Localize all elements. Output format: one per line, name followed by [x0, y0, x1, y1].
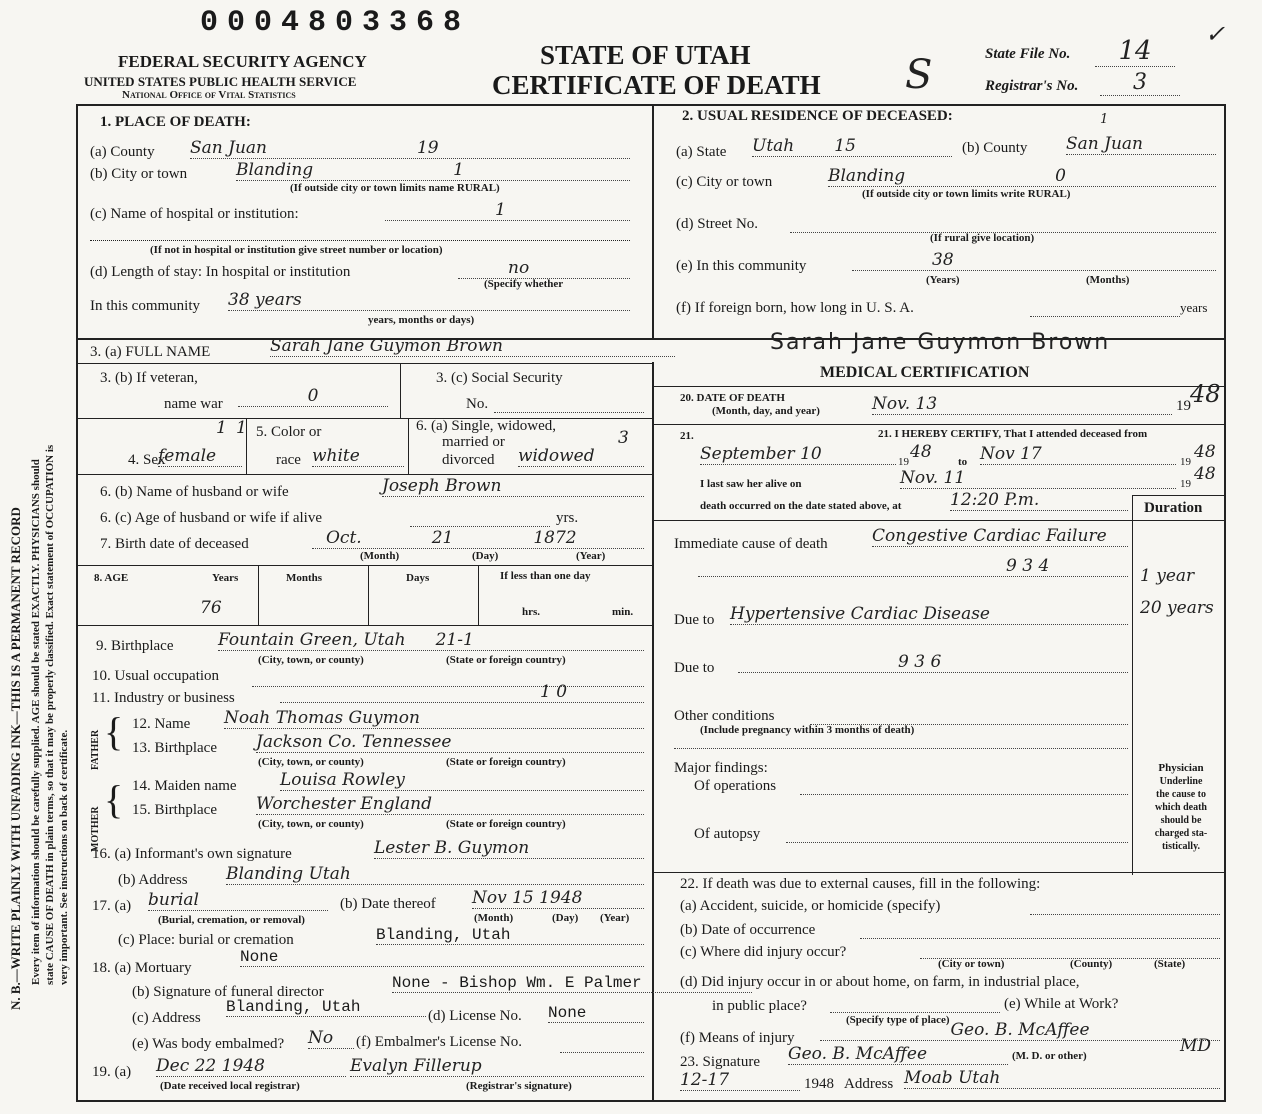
name-label: 3. (a) FULL NAME: [90, 344, 211, 360]
accident-field[interactable]: [1030, 902, 1220, 915]
mother-name-label: 14. Maiden name: [132, 778, 237, 794]
pod-stay-label: (d) Length of stay: In hospital or institution: [90, 264, 351, 280]
disposal-date-field[interactable]: Nov 15 1948: [472, 888, 644, 909]
md-hw: MD: [1180, 1036, 1212, 1056]
res-foreign-unit: years: [1180, 300, 1208, 315]
frame-bottom: [76, 1100, 1226, 1102]
res-state-code: 15: [834, 136, 856, 156]
frame-top: [76, 104, 1226, 106]
res-county-field[interactable]: [1066, 134, 1216, 155]
frame-sex-row: [76, 474, 652, 475]
spouse-label: 6. (b) Name of husband or wife: [100, 484, 289, 500]
signature-field[interactable]: Geo. B. McAffee: [788, 1044, 1008, 1065]
father-birth-field[interactable]: Jackson Co. Tennessee: [256, 732, 644, 753]
pod-county-code: 19: [416, 138, 439, 158]
operations-label: Of operations: [694, 778, 777, 794]
frame-age-top: [76, 565, 652, 566]
duration-head: Duration: [1144, 500, 1203, 516]
check-mark: ✓: [1205, 20, 1226, 48]
md-note: (M. D. or other): [1012, 1050, 1087, 1062]
dod-note: (Month, day, and year): [712, 405, 820, 417]
pod-county-field[interactable]: [190, 138, 630, 159]
frame-left: [76, 104, 78, 1102]
dir-address-field[interactable]: Blanding, Utah: [226, 998, 426, 1017]
birthplace-note-1: (City, town, or county): [258, 654, 364, 666]
pod-community-label: In this community: [90, 298, 200, 314]
mother-side-label: MOTHER: [90, 806, 101, 852]
work-label: (e) While at Work?: [1004, 996, 1119, 1012]
sex-code: 1: [216, 418, 227, 438]
state-file-value: 14: [1095, 36, 1175, 67]
age-hrs: hrs.: [522, 606, 541, 618]
sex-label: 4. Sex: [128, 452, 166, 468]
mother-name-field[interactable]: Louisa Rowley: [280, 770, 644, 791]
from-year: 48: [910, 442, 932, 462]
frame-sec4: [76, 418, 652, 419]
due-to-field-1[interactable]: Hypertensive Cardiac Disease: [730, 604, 1128, 625]
mother-brace: {: [104, 777, 124, 822]
father-side-label: FATHER: [90, 729, 101, 770]
pod-stay-note: (Specify whether: [484, 278, 564, 290]
father-birth-note-2: (State or foreign country): [446, 756, 566, 768]
accident-label: (a) Accident, suicide, or homicide (specify): [680, 898, 941, 914]
spouse-age-field[interactable]: [410, 512, 550, 527]
serial-number: 0004803368: [200, 6, 471, 40]
means-label: (f) Means of injury: [680, 1030, 795, 1046]
received-label: 19. (a): [92, 1064, 132, 1080]
birth-field[interactable]: [312, 528, 644, 549]
res-county-label: (b) County: [962, 140, 1028, 156]
dod-year-prefix: 19: [1176, 398, 1191, 414]
where-note-3: (State): [1154, 958, 1186, 970]
pod-hospital-field[interactable]: [385, 200, 630, 221]
day-note: (Day): [472, 550, 499, 562]
name-printed: Sarah Jane Guymon Brown: [770, 330, 1111, 355]
address-label: Address: [844, 1076, 894, 1092]
due-to-label-1: Due to: [674, 612, 715, 628]
industry-code: 1 0: [540, 682, 568, 702]
pod-hospital-label: (c) Name of hospital or institution:: [90, 206, 299, 222]
industry-label: 11. Industry or business: [92, 690, 235, 706]
pod-county: San Juan: [190, 138, 267, 158]
pod-city-label: (b) City or town: [90, 166, 188, 182]
age-years: 76: [200, 598, 222, 618]
race-label: race: [276, 452, 301, 468]
pod-hospital-code: 1: [495, 200, 506, 220]
occupation-label: 10. Usual occupation: [92, 668, 220, 684]
res-state-label: (a) State: [676, 144, 727, 160]
birth-day: 21: [431, 528, 454, 548]
frame-right: [1224, 104, 1226, 1102]
pod-hospital-line2: [90, 240, 630, 241]
state-title: STATE OF UTAH: [540, 40, 751, 70]
frame-dod: [652, 424, 1224, 425]
frame-cert: [652, 520, 1224, 521]
last-saw-year-prefix: 19: [1180, 478, 1191, 490]
to-year: 48: [1194, 442, 1216, 462]
mortuary-field[interactable]: None: [240, 948, 644, 967]
mother-birth-note-1: (City, town, or county): [258, 818, 364, 830]
res-county: San Juan: [1066, 134, 1143, 154]
immediate-code: 9 3 4: [1006, 556, 1050, 576]
frame-external: [652, 872, 1224, 873]
birth-label: 7. Birth date of deceased: [100, 536, 249, 552]
pod-city: Blanding: [236, 160, 314, 180]
dod-year: 48: [1190, 380, 1221, 408]
registrar-note: (Registrar's signature): [466, 1080, 572, 1092]
agency-name: FEDERAL SECURITY AGENCY: [118, 52, 367, 71]
received-field[interactable]: Dec 22 1948: [156, 1056, 346, 1077]
industry-field[interactable]: [280, 682, 644, 703]
frame-vet-split: [400, 363, 401, 419]
father-birth-note-1: (City, town, or county): [258, 756, 364, 768]
age-days-head: Days: [406, 572, 430, 584]
major-label: Major findings:: [674, 760, 768, 776]
res-community: 38: [932, 250, 954, 270]
pod-city-field[interactable]: [236, 160, 630, 181]
to-year-prefix: 19: [1180, 456, 1191, 468]
disp-day-note: (Day): [552, 912, 579, 924]
marital-field[interactable]: widowed: [518, 446, 644, 467]
frame-duration-top: [1132, 495, 1224, 496]
due-to-field-2[interactable]: [738, 652, 1128, 673]
mother-birth-label: 15. Birthplace: [132, 802, 217, 818]
physician-note-1: Physician: [1158, 762, 1204, 774]
marital-label-3: divorced: [442, 452, 495, 468]
other-field-2: [674, 746, 1128, 749]
ss-label-2: No.: [466, 396, 489, 412]
spouse-age-label: 6. (c) Age of husband or wife if alive: [100, 510, 323, 526]
res-city-field[interactable]: [828, 166, 1216, 187]
burial-place-field[interactable]: Blanding, Utah: [376, 926, 644, 945]
res-years-note: (Years): [926, 274, 960, 286]
sig-date-field[interactable]: 12-17: [680, 1070, 800, 1091]
other-field[interactable]: [810, 712, 1128, 725]
certificate-title: CERTIFICATE OF DEATH: [492, 70, 821, 100]
received-note: (Date received local registrar): [160, 1080, 300, 1092]
spouse-field[interactable]: Joseph Brown: [382, 476, 644, 497]
office-name: National Office of Vital Statistics: [122, 89, 296, 101]
other-note: (Include pregnancy within 3 months of death): [700, 724, 915, 736]
age-years-head: Years: [212, 572, 239, 584]
age-label: 8. AGE: [94, 572, 129, 584]
marital-label-1: 6. (a) Single, widowed,: [416, 418, 556, 434]
frame-age-c1: [258, 565, 259, 625]
physician-address-field[interactable]: Moab Utah: [904, 1068, 1220, 1089]
informant-address-field[interactable]: Blanding Utah: [226, 864, 644, 885]
birth-year: 1872: [533, 528, 577, 548]
director-field[interactable]: None - Bishop Wm. E Palmer: [392, 974, 752, 993]
race-field[interactable]: white: [312, 446, 404, 467]
year-note: (Year): [576, 550, 606, 562]
month-note: (Month): [360, 550, 400, 562]
certify-label: 21. I HEREBY CERTIFY, That I attended deceased from: [878, 428, 1148, 440]
home-label: (d) Did injury occur in or about home, on farm, in industrial place,: [680, 974, 1080, 990]
public-field[interactable]: [830, 1002, 1000, 1013]
pod-county-label: (a) County: [90, 144, 155, 160]
medical-heading: MEDICAL CERTIFICATION: [820, 364, 1030, 381]
occurred-label: death occurred on the date stated above, at: [700, 500, 902, 512]
res-state: Utah: [752, 136, 795, 156]
father-name-field[interactable]: Noah Thomas Guymon: [224, 708, 644, 729]
res-community-field[interactable]: [852, 250, 1216, 271]
physician-note-7: tistically.: [1161, 841, 1201, 852]
due2-code: 9 3 6: [898, 652, 942, 672]
name-handwritten[interactable]: Sarah Jane Guymon Brown: [270, 336, 675, 357]
where-note-2: (County): [1070, 958, 1113, 970]
father-name-label: 12. Name: [132, 716, 191, 732]
margin-line-3: state CAUSE OF DEATH in plain terms, so that it may be properly classified. Exact statement of OCCUPATION is: [44, 444, 56, 985]
disp-year-note: (Year): [600, 912, 630, 924]
dir-address-label: (c) Address: [132, 1010, 201, 1026]
other-label: Other conditions: [674, 708, 775, 724]
sig-label: 23. Signature: [680, 1054, 760, 1070]
birthplace-field[interactable]: [218, 630, 644, 651]
res-community-label: (e) In this community: [676, 258, 807, 274]
veteran-label: 3. (b) If veteran,: [100, 370, 198, 386]
age-months-head: Months: [286, 572, 323, 584]
frame-age-bottom: [76, 625, 652, 626]
res-street-label: (d) Street No.: [676, 216, 759, 232]
registrar-value: 3: [1100, 70, 1180, 96]
frame-sec3: [76, 363, 652, 364]
disposal-field[interactable]: burial: [148, 890, 328, 911]
pod-city-code: 1: [453, 160, 464, 180]
registrar-label: Registrar's No.: [985, 78, 1079, 94]
sex-field[interactable]: female: [158, 446, 242, 467]
color-label: 5. Color or: [256, 424, 322, 440]
pod-community-field[interactable]: [228, 290, 630, 311]
dod-field[interactable]: Nov. 13: [872, 394, 1172, 415]
means-field[interactable]: Geo. B. McAffee: [820, 1020, 1220, 1041]
birthplace: Fountain Green, Utah: [218, 630, 406, 650]
due1-duration: 20 years: [1140, 598, 1214, 618]
disposal-date-label: (b) Date thereof: [340, 896, 436, 912]
registrar-sig-field[interactable]: Evalyn Fillerup: [350, 1056, 644, 1077]
sig-year: 1948: [804, 1076, 834, 1092]
marital-label-2: married or: [442, 434, 505, 450]
veteran-label-2: name war: [164, 396, 223, 412]
physician-note-5: should be: [1160, 815, 1202, 826]
emb-license-field[interactable]: [560, 1040, 644, 1053]
disposal-label: 17. (a): [92, 898, 132, 914]
where-note-1: (City or town): [938, 958, 1005, 970]
pod-hospital-note: (If not in hospital or institution give street number or location): [150, 244, 443, 256]
service-name: UNITED STATES PUBLIC HEALTH SERVICE: [84, 74, 357, 89]
physician-note: [1136, 762, 1226, 853]
marital-code: 3: [618, 428, 629, 448]
burial-place-label: (c) Place: burial or cremation: [118, 932, 294, 948]
frame-mid-top: [652, 104, 654, 340]
veteran-field[interactable]: 0: [238, 386, 388, 407]
where-label: (c) Where did injury occur?: [680, 944, 847, 960]
to-label: to: [958, 456, 968, 468]
res-state-field[interactable]: [752, 136, 952, 157]
age-min: min.: [612, 606, 634, 618]
pod-community-note: years, months or days): [368, 314, 475, 326]
embalmed-field[interactable]: No: [308, 1028, 354, 1049]
frame-color-split: [408, 418, 409, 474]
immediate-field-1[interactable]: [872, 526, 1128, 547]
res-foreign-label: (f) If foreign born, how long in U. S. A.: [676, 300, 914, 316]
director-label: (b) Signature of funeral director: [132, 984, 324, 1000]
res-street-note: (If rural give location): [930, 232, 1035, 244]
spouse-age-unit: yrs.: [556, 510, 579, 526]
res-months-note: (Months): [1086, 274, 1130, 286]
physician-note-3: the cause to: [1156, 789, 1206, 800]
type-note: (Specify type of place): [846, 1014, 950, 1026]
color-code: 1: [236, 418, 247, 438]
external-label: 22. If death was due to external causes, fill in the following:: [680, 876, 1041, 892]
autopsy-field[interactable]: [786, 830, 1128, 843]
mother-birth-note-2: (State or foreign country): [446, 818, 566, 830]
pod-city-note: (If outside city or town limits name RURAL): [290, 182, 500, 194]
mortuary-label: 18. (a) Mortuary: [92, 960, 192, 976]
disp-month-note: (Month): [474, 912, 514, 924]
ss-field[interactable]: [494, 398, 644, 413]
autopsy-label: Of autopsy: [694, 826, 761, 842]
from-year-prefix: 19: [898, 456, 909, 468]
res-city-note: (If outside city or town limits write RURAL): [862, 188, 1071, 200]
license-label: (d) License No.: [428, 1008, 522, 1024]
frame-age-c2: [368, 565, 369, 625]
state-file-label: State File No.: [985, 46, 1071, 62]
mother-birth-field[interactable]: Worchester England: [256, 794, 644, 815]
ss-label: 3. (c) Social Security: [436, 370, 563, 386]
father-brace: {: [104, 709, 124, 754]
emb-license-label: (f) Embalmer's License No.: [356, 1034, 522, 1050]
place-heading: 1. PLACE OF DEATH:: [100, 114, 251, 130]
res-street-field[interactable]: [790, 214, 1216, 233]
due-to-label-2: Due to: [674, 660, 715, 676]
birthplace-code: 21-1: [435, 630, 474, 650]
frame-duration: [1132, 495, 1133, 875]
occurrence-field[interactable]: [860, 926, 1220, 939]
res-city-label: (c) City or town: [676, 174, 773, 190]
birth-month: Oct.: [326, 528, 362, 548]
public-label: in public place?: [712, 998, 807, 1014]
immediate-field-2: [698, 574, 1128, 577]
pod-stay: no: [508, 258, 530, 278]
last-saw-year: 48: [1194, 464, 1216, 484]
operations-field[interactable]: [800, 782, 1128, 795]
time-field[interactable]: 12:20 P.m.: [950, 490, 1128, 511]
physician-note-6: charged sta-: [1154, 828, 1208, 839]
immediate-label: Immediate cause of death: [674, 536, 828, 552]
informant-field[interactable]: Lester B. Guymon: [374, 838, 644, 859]
informant-label: 16. (a) Informant's own signature: [92, 846, 292, 862]
physician-note-4: which death: [1155, 802, 1207, 813]
margin-line-2: Every item of information should be carefully supplied. AGE should be stated EXACTLY. PHYSICIANS should: [30, 459, 42, 985]
frame-age-c3: [478, 565, 479, 625]
disposal-note: (Burial, cremation, or removal): [158, 914, 305, 926]
pod-stay-field[interactable]: [458, 258, 630, 279]
physician-note-2: Underline: [1159, 776, 1203, 787]
informant-address-label: (b) Address: [118, 872, 188, 888]
margin-line-4: very important. See instructions on back of certificate.: [58, 729, 70, 985]
margin-mark: S: [905, 52, 933, 98]
age-lessday-head: If less than one day: [500, 570, 591, 582]
frame-med-head: [652, 386, 1224, 387]
embalmed-label: (e) Was body embalmed?: [132, 1036, 285, 1052]
father-birth-label: 13. Birthplace: [132, 740, 217, 756]
certify-num: 21.: [680, 430, 694, 442]
res-city: Blanding: [828, 166, 906, 186]
residence-heading: 2. USUAL RESIDENCE OF DECEASED:: [682, 108, 953, 124]
last-saw-label: I last saw her alive on: [700, 478, 802, 490]
res-foreign-field[interactable]: [1030, 300, 1180, 317]
last-saw-field[interactable]: Nov. 11: [900, 468, 1176, 489]
birthplace-label: 9. Birthplace: [96, 638, 174, 654]
immediate-cause: Congestive Cardiac Failure: [872, 526, 1107, 546]
immediate-duration: 1 year: [1140, 566, 1195, 586]
res-city-code: 0: [1055, 166, 1066, 186]
margin-line-1: N. B.—WRITE PLAINLY WITH UNFADING INK—THIS IS A PERMANENT RECORD: [8, 507, 23, 1010]
attended-from-field[interactable]: September 10: [700, 444, 896, 465]
attended-to-field[interactable]: Nov 17: [980, 444, 1176, 465]
occurrence-label: (b) Date of occurrence: [680, 922, 816, 938]
license-field[interactable]: None: [548, 1004, 644, 1023]
birthplace-note-2: (State or foreign country): [446, 654, 566, 666]
pod-community: 38 years: [228, 290, 302, 310]
dod-label: 20. DATE OF DEATH: [680, 392, 785, 404]
res-county-code: 1: [1100, 112, 1109, 127]
